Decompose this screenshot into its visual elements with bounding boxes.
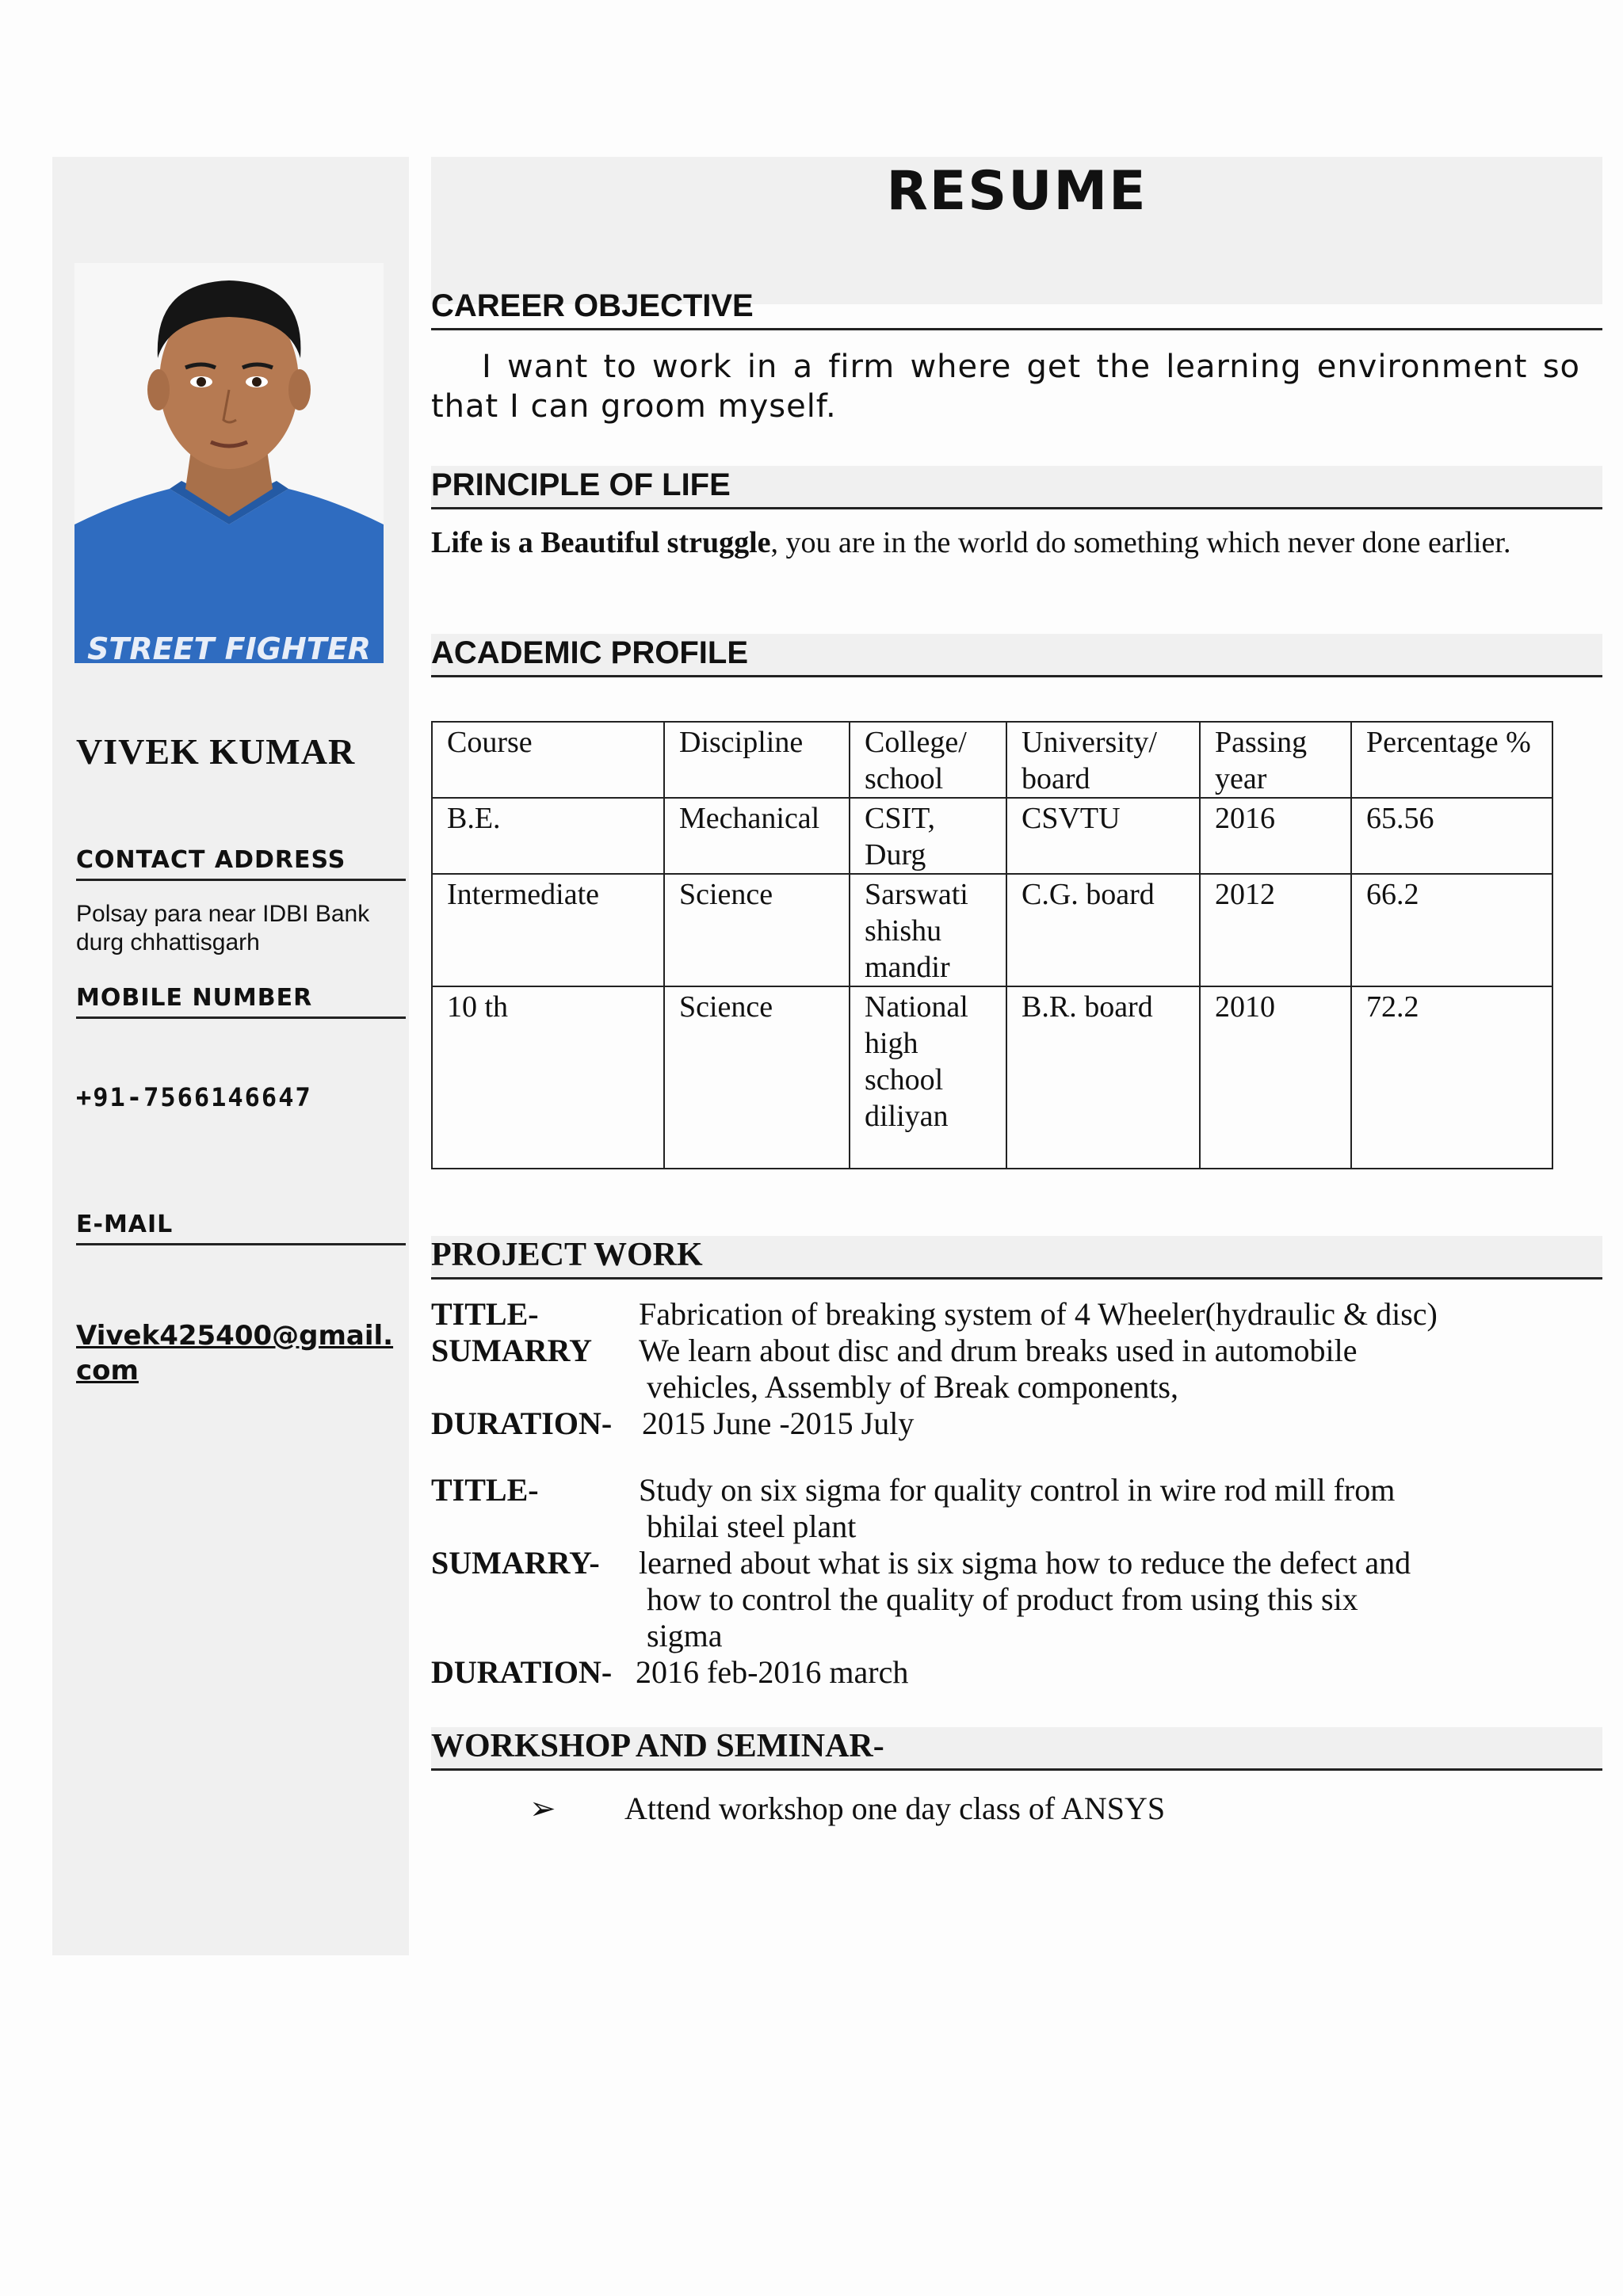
shirt-print-text: STREET FIGHTER xyxy=(87,631,371,663)
header-cell: University/ board xyxy=(1006,722,1200,798)
project-summary-line: how to control the quality of product from using this six xyxy=(647,1581,1358,1617)
project-2 xyxy=(431,1472,1580,1691)
table-cell: B.R. board xyxy=(1006,986,1200,1169)
table-cell: Science xyxy=(664,986,850,1169)
project-title-label: TITLE- xyxy=(431,1472,539,1508)
table-header-row xyxy=(432,722,1552,798)
workshop-item xyxy=(529,1791,1165,1827)
table-cell: Sarswati shishu mandir xyxy=(850,874,1006,986)
principle-bold: Life is a Beautiful struggle xyxy=(431,526,771,559)
principle-text xyxy=(431,524,1580,561)
table-row xyxy=(432,874,1552,986)
project-duration: 2015 June -2015 July xyxy=(642,1405,915,1441)
project-duration: 2016 feb-2016 march xyxy=(636,1654,909,1690)
academic-table xyxy=(431,721,1553,1169)
table-cell: 65.56 xyxy=(1351,798,1552,874)
table-cell: National high school diliyan xyxy=(850,986,1006,1169)
table-cell: 66.2 xyxy=(1351,874,1552,986)
contact-address: Polsay para near IDBI Bank durg chhattisgarh xyxy=(76,901,370,955)
table-cell: B.E. xyxy=(432,798,664,874)
project-title: bhilai steel plant xyxy=(647,1508,857,1544)
workshop-item-text: Attend workshop one day class of ANSYS xyxy=(624,1791,1166,1826)
table-cell: Science xyxy=(664,874,850,986)
header-cell: Percentage % xyxy=(1351,722,1552,798)
contact-address-heading: CONTACT ADDRESS xyxy=(76,846,406,881)
candidate-name: VIVEK KUMAR xyxy=(76,731,356,772)
title-band xyxy=(431,157,1602,304)
principle-heading: PRINCIPLE OF LIFE xyxy=(431,466,1602,509)
header-cell: College/ school xyxy=(850,722,1006,798)
email-heading: E-MAIL xyxy=(76,1211,406,1245)
table-cell: Mechanical xyxy=(664,798,850,874)
project-title: Study on six sigma for quality control in wire rod mill from xyxy=(639,1472,1396,1508)
table-row xyxy=(432,798,1552,874)
career-objective-heading: CAREER OBJECTIVE xyxy=(431,287,1602,330)
table-cell: 72.2 xyxy=(1351,986,1552,1169)
project-summary-line: vehicles, Assembly of Break components, xyxy=(647,1369,1178,1405)
project-summary-line: We learn about disc and drum breaks used in automobile xyxy=(639,1333,1358,1368)
header-cell: Passing year xyxy=(1200,722,1351,798)
table-cell: 2016 xyxy=(1200,798,1351,874)
profile-photo xyxy=(74,263,384,663)
principle-rest: , you are in the world do something which never done earlier. xyxy=(770,526,1511,559)
career-objective-text: I want to work in a firm where get the learning environment so that I can groom myself. xyxy=(431,349,1580,425)
table-cell: Intermediate xyxy=(432,874,664,986)
table-cell: C.G. board xyxy=(1006,874,1200,986)
project-summary-label: SUMARRY- xyxy=(431,1545,600,1581)
project-title-label: TITLE- xyxy=(431,1296,539,1332)
project-duration-label: DURATION- xyxy=(431,1654,613,1690)
email-link[interactable]: Vivek425400@gmail.com xyxy=(76,1320,394,1386)
project-summary-line: learned about what is six sigma how to reduce the defect and xyxy=(639,1545,1411,1581)
table-row xyxy=(432,986,1552,1169)
mobile-number: +91-7566146647 xyxy=(76,1082,312,1112)
table-cell: 2012 xyxy=(1200,874,1351,986)
project-work-heading: PROJECT WORK xyxy=(431,1236,1602,1280)
project-1 xyxy=(431,1296,1580,1442)
sidebar xyxy=(52,157,409,1955)
workshop-heading: WORKSHOP AND SEMINAR- xyxy=(431,1727,1602,1771)
page-title: RESUME xyxy=(886,160,1148,223)
mobile-number-heading: MOBILE NUMBER xyxy=(76,984,406,1019)
table-cell: CSVTU xyxy=(1006,798,1200,874)
project-summary-line: sigma xyxy=(647,1618,723,1653)
project-title: Fabrication of breaking system of 4 Wheeler(hydraulic & disc) xyxy=(639,1296,1438,1332)
table-cell: 10 th xyxy=(432,986,664,1169)
header-cell: Discipline xyxy=(664,722,850,798)
profile-photo-image xyxy=(74,263,384,663)
academic-profile-heading: ACADEMIC PROFILE xyxy=(431,634,1602,677)
project-duration-label: DURATION- xyxy=(431,1405,613,1441)
header-cell: Course xyxy=(432,722,664,798)
table-cell: CSIT, Durg xyxy=(850,798,1006,874)
arrow-bullet-icon: ➢ xyxy=(529,1791,556,1826)
project-summary-label: SUMARRY xyxy=(431,1333,593,1368)
table-cell: 2010 xyxy=(1200,986,1351,1169)
